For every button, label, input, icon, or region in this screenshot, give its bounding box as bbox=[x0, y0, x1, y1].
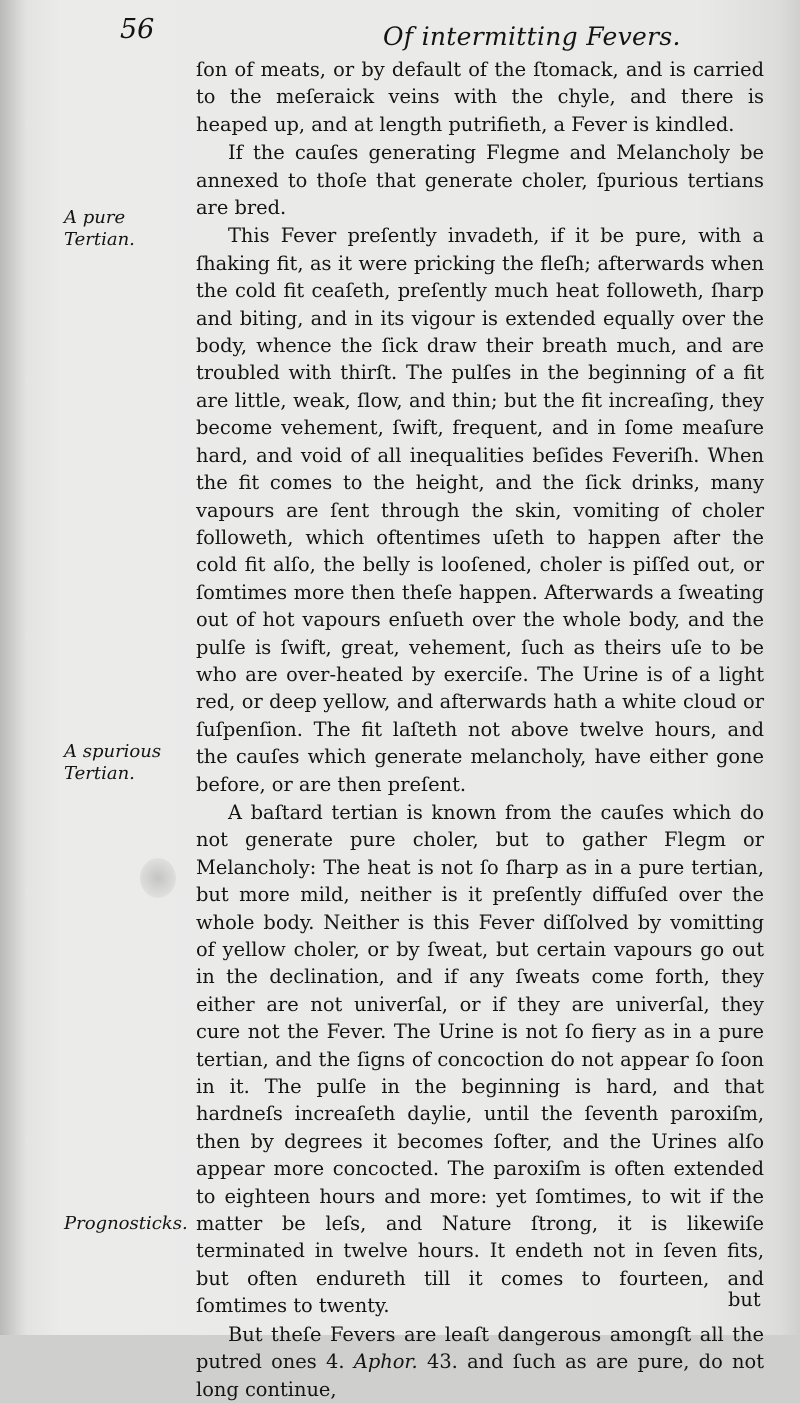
paragraph-pure-tertian: This Fever preſently invadeth, if it be pure, with a ſhaking fit, as it were pricking the fleſh; afterwards when the cold fit ceaſeth, preſently much heat followeth, ſharp and biting, and in its vigour is extended equally over the body, whence the ſick draw their breath much, and are troubled with thirſt. The pulſes in the beginning of a fit are little, weak, ſlow, and thin; but the fit increaſing, they become vehement, ſwift, frequent, and in ſome meaſure hard, and void of all inequalities beſides Feveriſh. When the fit comes to the height, and the ſick drinks, many vapours are ſent through the skin, vomiting of choler followeth, which oftentimes uſeth to happen after the cold fit alſo, the belly is looſened, choler is piſſed out, or ſomtimes more then theſe happen. Afterwards a ſweating out of hot vapours enſueth over the whole body, and the pulſe is ſwift, great, vehement, ſuch as theirs uſe to be who are over-heated by exerciſe. The Urine is of a light red, or deep yellow, and afterwards hath a white cloud or ſuſpenſion. The fit laſteth not above twelve hours, and the cauſes which generate melancholy, have either gone before, or are then preſent. bbox=[196, 224, 764, 796]
aphorism-reference: Aphor. bbox=[353, 1350, 418, 1374]
sidenote-prognosticks: Prognosticks. bbox=[64, 1213, 188, 1234]
sidenote-pure-tertian: A pure Tertian. bbox=[64, 207, 135, 250]
catchword: but bbox=[728, 1288, 761, 1311]
paragraph-spurious-causes: If the cauſes generating Flegme and Melancholy be annexed to thoſe that generate choler, ſpurious tertians are bred. bbox=[196, 141, 764, 220]
page-number: 56 bbox=[120, 14, 155, 45]
sidenote-spurious-tertian: A spurious Tertian. bbox=[64, 741, 162, 784]
body-text bbox=[196, 56, 764, 1403]
prognosticks-text-end: 43. and ſuch as are pure, do not long continue, bbox=[196, 1350, 764, 1401]
paragraph-spurious-tertian: A baſtard tertian is known from the cauſes which do not generate pure choler, but to gather Flegm or Melancholy: The heat is not ſo ſharp as in a pure tertian, but more mild, neither is it preſently diffuſed over the whole body. Neither is this Fever diſſolved by vomitting of yellow choler, or by ſweat, but certain vapours go out in the declination, and if any ſweats come forth, they either are not univerſal, or if they are univerſal, they cure not the Fever. The Urine is not ſo fiery as in a pure tertian, and the ſigns of concoction do not appear ſo ſoon in it. The pulſe in the beginning is hard, and that hardneſs increaſeth daylie, until the ſeventh paroxiſm, then by degrees it becomes ſofter, and the Urines alſo appear more concocted. The paroxiſm is often extended to eighteen hours and more: yet ſomtimes, to wit if the matter be leſs, and Nature ſtrong, it is likewiſe terminated in twelve hours. It endeth not in ſeven fits, but often endureth till it comes to fourteen, and ſomtimes to twenty. bbox=[196, 800, 764, 1318]
ink-smudge bbox=[140, 858, 176, 898]
paragraph-continued: ſon of meats, or by default of the ſtomack, and is carried to the meſeraick veins with the chyle, and there is heaped up, and at length putrifieth, a Fever is kindled. bbox=[196, 58, 764, 136]
prognosticks-text-start: But theſe Fevers are leaſt dangerous amongſt all the putred ones 4. bbox=[196, 1322, 764, 1374]
running-title: Of intermitting Fevers. bbox=[383, 22, 681, 51]
paragraph-prognosticks bbox=[196, 1321, 764, 1403]
